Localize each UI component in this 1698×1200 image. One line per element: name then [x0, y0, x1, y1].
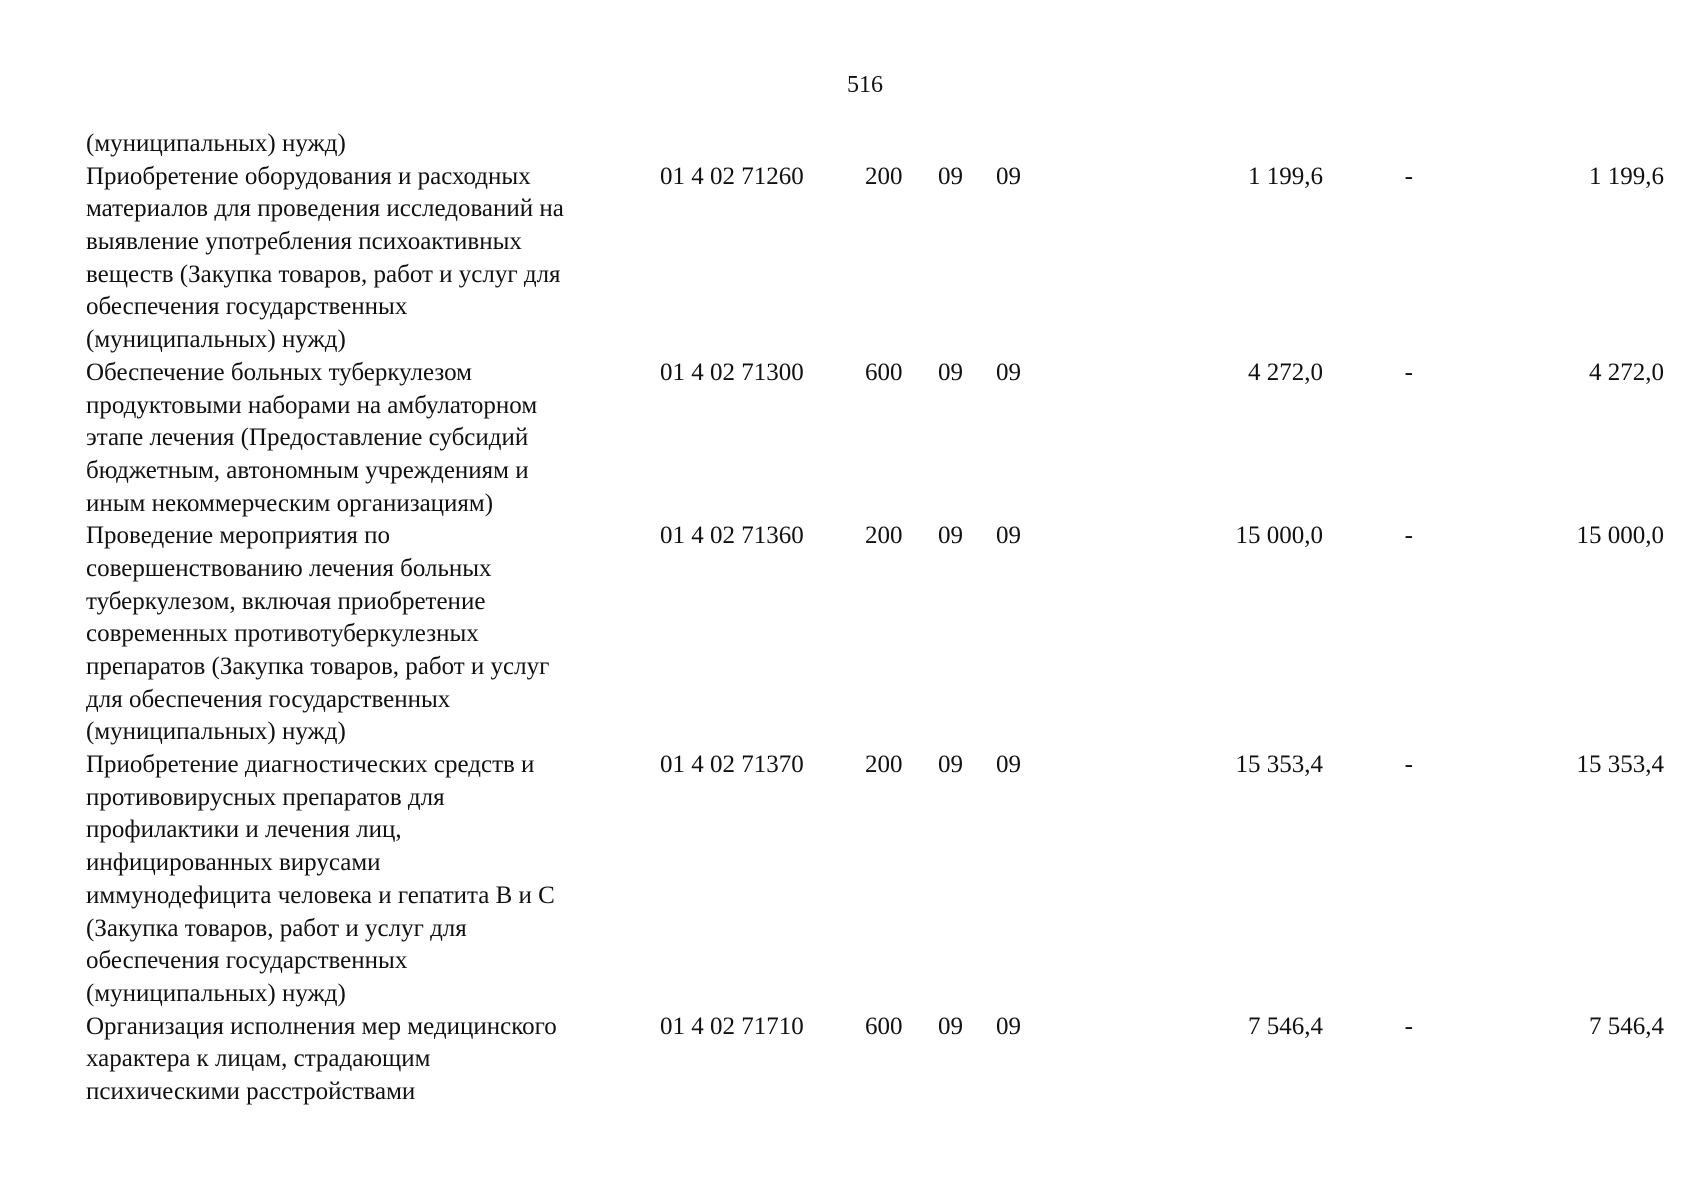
description-line: для обеспечения государственных [86, 685, 451, 713]
description-line: туберкулезом, включая приобретение [86, 587, 486, 615]
amount-value: 4 272,0 [1248, 358, 1323, 386]
description-line: продуктовыми наборами на амбулаторном [86, 391, 538, 419]
subsection-code: 09 [996, 162, 1021, 190]
row-description [86, 520, 646, 749]
description-line: обеспечения государственных [86, 293, 408, 321]
total-value: 1 199,6 [1589, 162, 1664, 190]
total-value: 15 000,0 [1576, 522, 1664, 550]
expense-type-code: 200 [865, 162, 903, 190]
description-line: психическими расстройствами [86, 1077, 416, 1105]
description-line: препаратов (Закупка товаров, работ и услуг [86, 653, 550, 680]
description-line: веществ (Закупка товаров, работ и услуг для [86, 260, 561, 288]
section-code: 09 [938, 522, 963, 550]
description-line: характера к лицам, страдающим [86, 1045, 431, 1073]
table-row [86, 749, 1664, 1011]
table-row [86, 520, 1664, 749]
total-value: 15 353,4 [1576, 751, 1664, 779]
page-number: 516 [847, 72, 883, 98]
description-line: противовирусных препаратов для [86, 783, 445, 811]
description-line: (муниципальных) нужд) [86, 718, 346, 746]
change-value: - [1404, 751, 1413, 779]
continuation-line: (муниципальных) нужд) [86, 130, 346, 157]
target-code: 01 4 02 71360 [660, 522, 804, 550]
row-description [86, 749, 646, 1011]
table-row [86, 1011, 1664, 1109]
description-line: Приобретение диагностических средств и [86, 751, 535, 779]
description-line: обеспечения государственных [86, 947, 408, 975]
subsection-code: 09 [996, 751, 1021, 779]
description-line: иным некоммерческим организациям) [86, 489, 494, 517]
expense-type-code: 600 [865, 358, 903, 386]
subsection-code: 09 [996, 1012, 1021, 1040]
description-line: профилактики и лечения лиц, [86, 816, 402, 844]
table-row [86, 161, 1664, 357]
description-line: выявление употребления психоактивных [86, 228, 522, 256]
target-code: 01 4 02 71260 [660, 162, 804, 190]
description-line: современных противотуберкулезных [86, 620, 479, 648]
description-line: материалов для проведения исследований на [86, 195, 564, 223]
row-description [86, 1011, 646, 1109]
change-value: - [1404, 358, 1413, 386]
section-code: 09 [938, 358, 963, 386]
description-line: инфицированных вирусами [86, 849, 381, 877]
change-value: - [1404, 162, 1413, 190]
amount-value: 15 353,4 [1235, 751, 1323, 779]
description-line: Проведение мероприятия по [86, 522, 391, 550]
total-value: 4 272,0 [1589, 358, 1664, 386]
description-line: Организация исполнения мер медицинского [86, 1012, 557, 1040]
row-description [86, 161, 646, 357]
target-code: 01 4 02 71370 [660, 751, 804, 779]
row-description [86, 357, 646, 520]
amount-value: 7 546,4 [1248, 1012, 1323, 1040]
change-value: - [1404, 1012, 1413, 1040]
change-value: - [1404, 522, 1413, 550]
expense-type-code: 600 [865, 1012, 903, 1040]
expense-type-code: 200 [865, 751, 903, 779]
section-code: 09 [938, 162, 963, 190]
description-line: совершенствованию лечения больных [86, 554, 492, 582]
target-code: 01 4 02 71710 [660, 1012, 804, 1040]
description-line: Обеспечение больных туберкулезом [86, 358, 472, 386]
amount-value: 1 199,6 [1248, 162, 1323, 190]
description-line: Приобретение оборудования и расходных [86, 162, 531, 190]
expense-type-code: 200 [865, 522, 903, 550]
subsection-code: 09 [996, 522, 1021, 550]
amount-value: 15 000,0 [1235, 522, 1323, 550]
description-line: (муниципальных) нужд) [86, 326, 346, 354]
description-line: (Закупка товаров, работ и услуг для [86, 914, 467, 942]
description-line: иммунодефицита человека и гепатита В и С [86, 881, 555, 909]
description-line: бюджетным, автономным учреждениям и [86, 456, 529, 484]
total-value: 7 546,4 [1589, 1012, 1664, 1040]
table-row [86, 357, 1664, 520]
description-line: (муниципальных) нужд) [86, 979, 346, 1007]
budget-table [86, 128, 1664, 1109]
section-code: 09 [938, 1012, 963, 1040]
target-code: 01 4 02 71300 [660, 358, 804, 386]
subsection-code: 09 [996, 358, 1021, 386]
section-code: 09 [938, 751, 963, 779]
description-line: этапе лечения (Предоставление субсидий [86, 424, 529, 452]
